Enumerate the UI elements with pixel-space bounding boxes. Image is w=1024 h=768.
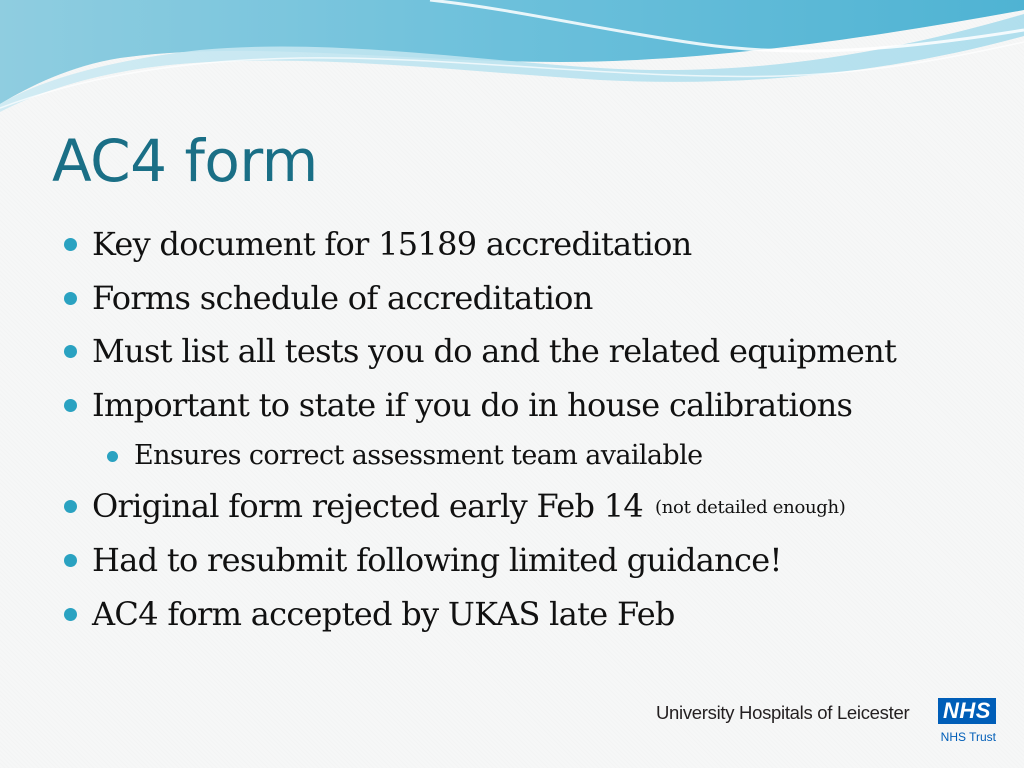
nhs-badge: NHS [938, 698, 996, 724]
sub-bullet-text: Ensures correct assessment team available [134, 440, 703, 472]
bullet-text: Had to resubmit following limited guidance! [92, 540, 782, 579]
bullet-dot-icon [64, 608, 77, 621]
slide-title: AC4 form [52, 127, 318, 195]
bullet-item [0, 329, 1000, 383]
bullet-dot-icon [64, 554, 77, 567]
bullet-dot-icon [64, 399, 77, 412]
bullet-item [0, 538, 1000, 592]
bullet-list [0, 222, 1000, 645]
bullet-note: (not detailed enough) [655, 497, 846, 519]
bullet-item [0, 592, 1000, 646]
bullet-item [0, 276, 1000, 330]
bullet-item [0, 222, 1000, 276]
bullet-text: AC4 form accepted by UKAS late Feb [92, 594, 675, 633]
sub-bullet-item [0, 436, 1000, 484]
header-wave-decoration [0, 0, 1024, 120]
bullet-text: Must list all tests you do and the related equipment [92, 332, 897, 371]
bullet-text: Important to state if you do in house calibrations [92, 385, 853, 424]
sub-bullet-dot-icon [107, 451, 118, 462]
organisation-logo [656, 696, 1000, 748]
bullet-dot-icon [64, 238, 77, 251]
bullet-text: Key document for 15189 accreditation [92, 225, 692, 263]
bullet-dot-icon [64, 292, 77, 305]
bullet-dot-icon [64, 500, 77, 513]
bullet-item [0, 383, 1000, 437]
bullet-text: Original form rejected early Feb 14 [92, 487, 644, 526]
logo-organisation-name: University Hospitals of Leicester [656, 702, 910, 723]
bullet-item [0, 484, 1000, 538]
logo-subtitle: NHS Trust [940, 730, 996, 744]
bullet-text: Forms schedule of accreditation [92, 278, 593, 317]
bullet-dot-icon [64, 345, 77, 358]
